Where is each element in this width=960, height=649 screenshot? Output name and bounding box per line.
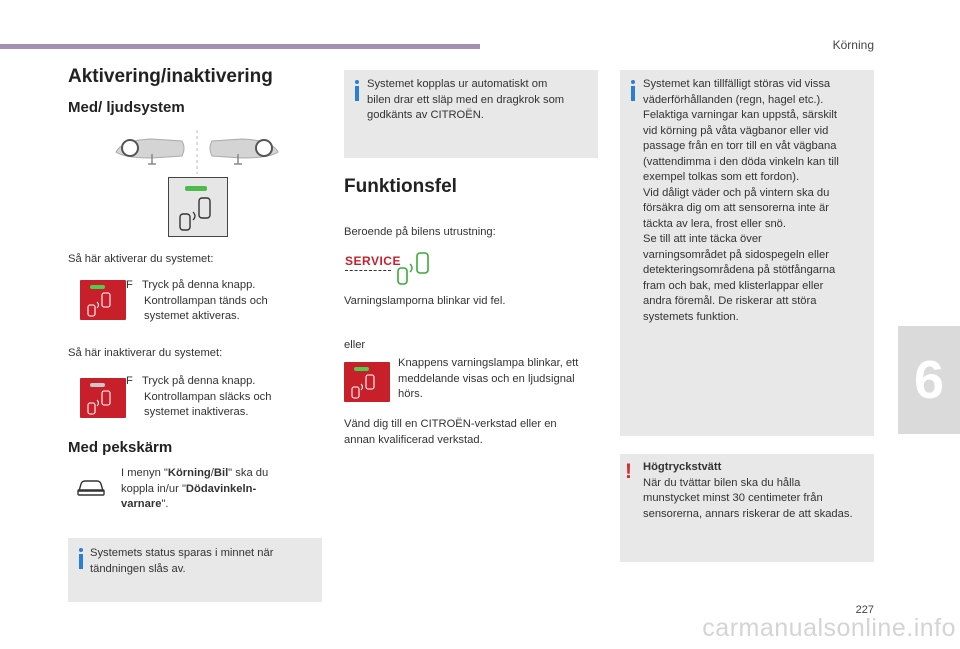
car-menu-icon (76, 478, 106, 498)
info-line: täckta av lera, frost eller snö. (643, 217, 787, 230)
section-label: Körning (832, 38, 874, 52)
info-line: varningsområdet på sidospegeln eller (643, 248, 829, 261)
info-line: Felaktiga varningar kan uppstå, särskilt (643, 109, 838, 121)
info-box-weather (620, 70, 874, 436)
page-number: 227 (855, 604, 874, 616)
activate-step: F Tryck på denna knapp. Kontrollampan tänds och systemet aktiveras. (126, 279, 268, 322)
info-line: (vattendimma i den döda vinkeln kan till (643, 155, 839, 168)
blind-spot-button-icon (168, 177, 228, 237)
bullet: F (126, 279, 133, 291)
info-line: försäkra dig om att sensorerna inte är (643, 202, 829, 214)
info-icon (353, 80, 362, 101)
touch-instruction: I menyn "Körning/Bil" ska du koppla in/ur "Dödavinkeln- varnare". (121, 467, 269, 510)
info-icon (77, 548, 86, 569)
info-line: Vid dåligt väder och på vintern ska du (643, 186, 830, 199)
service-icon: SERVICE (345, 254, 401, 271)
info-line: väderförhållanden (regn, hagel etc.). (643, 93, 824, 106)
info-box-trailer: Systemet kopplas ur automatiskt om bilen drar ett släp med en dragkrok som godkänts av CITROËN. (344, 70, 598, 158)
info-line: Se till att inte täcka över (643, 233, 762, 245)
info-line: systemets funktion. (643, 310, 739, 323)
info-line: fram och bak, med klisterlappar eller (643, 279, 824, 292)
mirror-icon (112, 130, 282, 174)
info-box-memory: Systemets status sparas i minnet när tändningen slås av. (68, 538, 322, 602)
info-line: andra föremål. De riskerar att störa (643, 295, 817, 307)
blind-spot-warning-icon (395, 250, 435, 288)
or-text: eller (344, 339, 366, 351)
subheading-sound: Med/ ljudsystem (68, 99, 185, 116)
activate-intro: Så här aktiverar du systemet: (68, 253, 214, 265)
contact-text: Vänd dig till en CITROËN-verkstad eller en annan kvalificerad verkstad. (344, 418, 557, 446)
warning-icon: ! (625, 460, 632, 483)
watermark: carmanualsonline.info (702, 614, 956, 642)
info-line: exempel tolkas som ett fordon). (643, 171, 800, 183)
page-title: Aktivering/inaktivering (68, 66, 273, 87)
blind-spot-button-icon (344, 362, 390, 402)
equipment-intro: Beroende på bilens utrustning: (344, 226, 496, 238)
lamps-blink-text: Varningslamporna blinkar vid fel. (344, 295, 506, 307)
accent-bar (0, 44, 480, 49)
chapter-tab: 6 (898, 326, 960, 434)
info-line: vid körning på våta vägbanor eller vid (643, 124, 829, 137)
blind-spot-button-icon (80, 378, 126, 418)
button-blink-text: Knappens varningslampa blinkar, ett meddelande visas och en ljudsignal hörs. (398, 357, 579, 400)
info-icon (629, 80, 638, 101)
warning-title: Högtryckstvätt (643, 461, 722, 473)
info-line: detekteringsområdena på stötfångarna (643, 264, 836, 276)
info-line: Systemet kan tillfälligt störas vid vissa (643, 78, 831, 90)
blind-spot-button-icon (80, 280, 126, 320)
deactivate-step: F Tryck på denna knapp. Kontrollampan släcks och systemet inaktiveras. (126, 375, 272, 418)
subheading-touch: Med pekskärm (68, 439, 173, 456)
bullet: F (126, 375, 133, 387)
section-title-faults: Funktionsfel (344, 176, 457, 197)
info-line: passage från en torr till en våt vägbana (643, 140, 837, 152)
deactivate-intro: Så här inaktiverar du systemet: (68, 347, 223, 359)
warning-box-washing: ! Högtryckstvätt När du tvättar bilen ska du hålla munstycket minst 30 centimeter från sensorerna, annars riskerar de att skadas. (620, 454, 874, 562)
